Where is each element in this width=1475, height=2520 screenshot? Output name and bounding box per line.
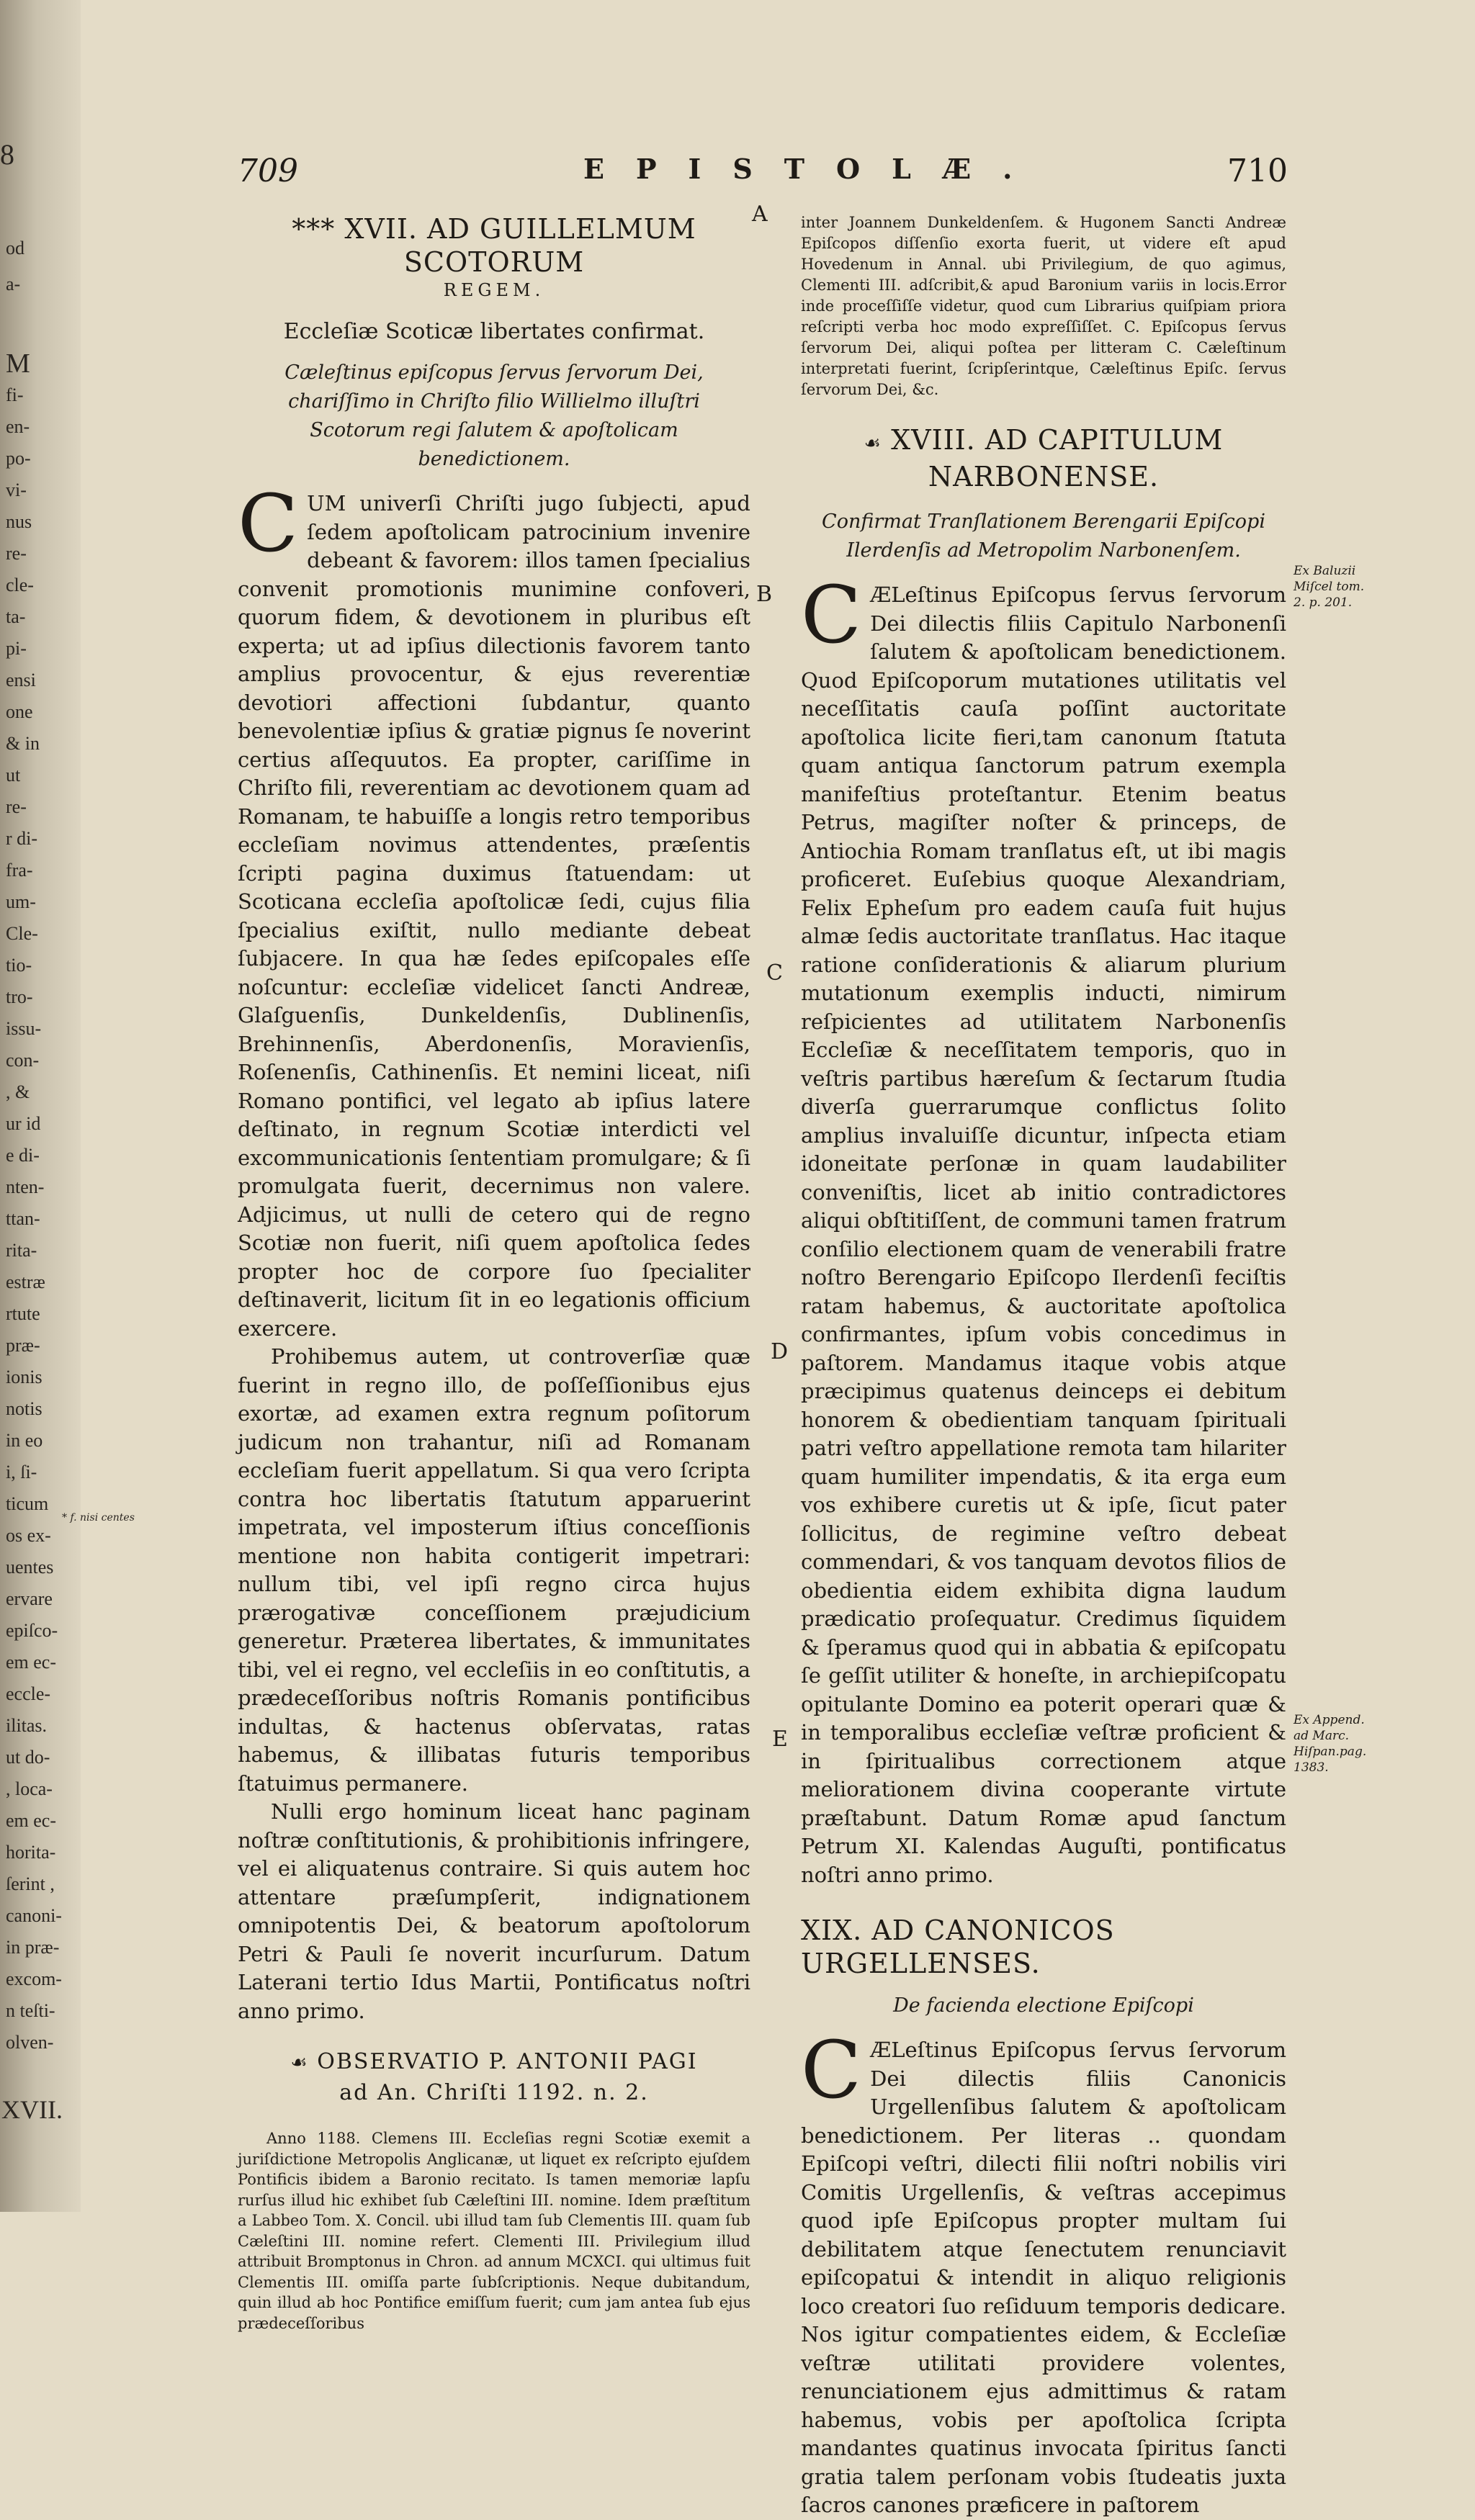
previous-page-fragment: in eo	[6, 1430, 43, 1451]
previous-page-fragment: od	[6, 238, 24, 258]
previous-page-signature: XVII.	[1, 2095, 63, 2124]
section-marker-e: E	[772, 1727, 788, 1752]
previous-page-fragment: pi-	[6, 638, 27, 659]
letter-xvii-para-1: UM univerſi Chriſti jugo ſubjecti, apud ſedem apoſtolicam patrocinium invenire debeant & favorem: illos tamen ſpecialius convenit promotionis munimine confoveri, quorum fidem, & devotionem in pluribus eſt experta; ut ad ipſius dilectionis favorem tanto amplius provocentur, & ejus reverentiæ devotiori affectioni ſubdantur, quanto benevolentiæ ipſius & gratiæ pignus ſe noverint certius aſſequutos. Ea propter, cariſſime in Chriſto fili, reverentiam ac devotionem quam ad Romanam, te habuiſſe a longis retro temporibus eccleſiam novimus attendentes, præſentis ſcripti pagina duximus ſtatuendam: ut Scoticana eccleſia apoſtolicæ ſedi, cujus filia ſpecialius exiſtit, nullo mediante debeat ſubjacere. In qua hæ ſedes epiſcopales eſſe noſcuntur: eccleſiæ videlicet ſancti Andreæ, Glaſguenſis, Dunkeldenſis, Dublinenſis, Brehinnenſis, Aberdonenſis, Moravienſis, Roſenenſis, Cathinenſis. Et nemini liceat, niſi Romano pontifici, vel legato ab ipſius latere deſtinato, in regnum Scotiæ interdicti vel excommunicationis ſententiam promulgare; & ſi promulgata fuerit, decernimus non valere. Adjicimus, ut nulli de cetero qui de regno Scotiæ non fuerit, niſi quem apoſtolica ſedes propter hoc de corpore ſuo ſpecialiter deſtinaverit, licitum ſit in eo legationis officium exercere.	[238, 491, 750, 1341]
previous-page-fragment: r di-	[6, 828, 38, 849]
previous-page-fragment: n teſti-	[6, 2000, 55, 2021]
section-marker-c: C	[766, 960, 783, 986]
letter-xvii-body	[238, 477, 750, 2025]
previous-page-fragment: en-	[6, 416, 30, 437]
observatio-note: Anno 1188. Clemens III. Eccleſias regni Scotiæ exemit a juriſdictione Metropolis Anglicanæ, ut liquet ex reſcripto ejuſdem Pontificis ibidem a Baronio recitato. Is tamen memoriæ lapſu rurſus illud hic exhibet ſub Cæleſtini III. nomine. Idem præſtitum a Labbeo Tom. X. Concil. ubi illud tam ſub Clementis III. quam ſub Cæleſtini III. nomine refert. Clementi III. Privilegium illud attribuit Bromptonus in Chron. ad annum MCXCI. qui ultimus fuit Clementis III. omiſſa parte ſubſcriptionis. Neque dubitandum, quin illud ab hoc Pontifice emiſſum fuerit; cum jam antea ſub ejus prædeceſſoribus	[238, 2130, 750, 2332]
continued-note: inter Joannem Dunkeldenſem. & Hugonem Sancti Andreæ Epiſcopos diſſenſio exorta fuerit, ut videre eſt apud Hovedenum in Annal. ubi Privilegium, de quo agimus, Clementi III. adſcribit,& apud Baronium variis in locis.Error inde proceſſiſſe videtur, quod cum Librarius quiſpiam priora reſcripti verba hoc modo expreſſiſſet. C. Epiſcopus ſervus ſervorum Dei, aliqui poſtea per litteram C. Cæleſtinum interpretati fuerint, ſcripſerintque, Cæleſtinus Epiſc. ſervus ſervorum Dei, &c.	[801, 214, 1286, 398]
previous-page-fragment: po-	[6, 448, 31, 469]
letter-xviii-summary: Confirmat Tranſlationem Berengarii Epiſcopi Ilerdenſis ad Metropolim Narbonenſem.	[822, 510, 1265, 562]
previous-page-fragment: ſerint ,	[6, 1873, 55, 1894]
previous-page-fragment: canoni-	[6, 1905, 62, 1926]
drop-cap: C	[801, 2024, 862, 2116]
right-column	[801, 212, 1286, 2520]
right-folio: 710	[1227, 153, 1288, 189]
previous-page-fragment: os ex-	[6, 1525, 51, 1546]
margin-note-xix: Ex Append. ad Marc. Hiſpan.pag. 1383.	[1294, 1713, 1367, 1775]
letter-xvii-para-2: Prohibemus autem, ut controverſiæ quæ fuerint in regno illo, de poſſeſſionibus ejus exortæ, ad examen extra regnum poſitorum judicum non trahantur, niſi ad Romanam eccleſiam fuerit appellatum. Si qua vero ſcripta contra hoc libertatis ſtatutum apparuerint impetrata, vel imposterum iſtius conceſſionis mentione non habita contigerit impetrari: nullum tibi, vel ipſi regno circa hujus prærogativæ conceſſionem præjudicium generetur. Præterea libertates, & immunitates tibi, vel ei regno, vel eccleſiis in eo conſtitutis, a prædeceſſoribus noſtris Romanis pontificibus indultas, & hactenus obſervatas, ratas habemus, & illibatas futuris temporibus ſtatuimus permanere.	[238, 1344, 750, 1796]
letter-xix-body	[801, 2024, 1286, 2520]
running-title: EPISTOLÆ.	[583, 153, 1044, 185]
previous-page-fragment: epiſco-	[6, 1620, 58, 1641]
previous-page-fragment: notis	[6, 1398, 42, 1419]
previous-page-fragment: Cle-	[6, 923, 38, 944]
previous-page-fragment: rita-	[6, 1240, 37, 1261]
previous-page-fragment: ut	[6, 765, 21, 786]
previous-page-fragment: a-	[6, 274, 21, 294]
previous-page-fragment: issu-	[6, 1018, 42, 1039]
fleuron-icon: ☙	[864, 433, 882, 454]
fleuron-icon: ☙	[290, 2052, 309, 2074]
previous-page-fragment: ilitas.	[6, 1715, 48, 1736]
previous-page-fragment: M	[6, 348, 30, 379]
previous-page-fragment: nten-	[6, 1176, 45, 1197]
previous-page-fragment: ensi	[6, 670, 36, 690]
drop-cap: C	[238, 477, 299, 570]
margin-note-xviii: Ex Baluzii Miſcel tom. 2. p. 201.	[1294, 564, 1365, 610]
previous-page-fragment: vi-	[6, 480, 27, 500]
previous-page-fragment: olven-	[6, 2032, 54, 2053]
letter-xix-heading: XIX. AD CANONICOS URGELLENSES.	[801, 1914, 1115, 1979]
previous-page-fragment: excom-	[6, 1968, 62, 1989]
letter-xviii-text: ÆLeſtinus Epiſcopus ſervus ſervorum Dei dilectis filiis Capitulo Narbonenſi ſalutem & apoſtolicam benedictionem. Quod Epiſcoporum mutationes utilitatis vel neceſſitatis cauſa poſſint auctoritate apoſtolica licite fieri,tam canonum ſtatuta quam antiqua ſanctorum patrum exempla manifeſtius proteſtantur. Etenim beatus Petrus, magiſter noſter & princeps, de Antiochia Romam tranſlatus eſt, ut ibi magis proficeret. Euſebius quoque Alexandriam, Felix Epheſum pro eadem cauſa fuit hujus almæ ſedis auctoritate tranſlatus. Hac itaque ratione conſiderationis & aliarum plurium mutationum exemplis inducti, nimirum reſpicientes ad utilitatem Narbonenſis Eccleſiæ & neceſſitatem temporis, quo in veſtris partibus hæreſum & ſectarum ſtudia diverſa guerrarumque conflictus ſolito amplius invaluiſſe dicuntur, inſpecta etiam idoneitate perſonæ in quam laudabiliter conveniſtis, licet ab initio contradictores aliqui obſtitiſſent, de communi tamen fratrum conſilio electionem quam de venerabili fratre noſtro Berengario Epiſcopo Ilerdenſi feciſtis ratam habemus, & auctoritate apoſtolica confirmantes, ipſum vobis concedimus in paſtorem. Mandamus itaque vobis atque præcipimus quatenus deinceps ei debitum honorem & obedientiam tanquam ſpirituali patri veſtro appellatione remota tam hilariter quam humiliter impendatis, & ita erga eum vos exhibere curetis ut & ipſe, ſicut pater ſollicitus, de regimine veſtro debeat commendari, & vos tanquam devotos filios de obedientia eidem exhibita digna laudum prædicatio proſequatur. Credimus ſiquidem & ſperamus quod qui in abbatia & epiſcopatu ſe geſſit utiliter & honeſte, in archiepiſcopatu opitulante Domino ea poterit operari quæ & in temporalibus eccleſiæ veſtræ proficient & in ſpiritualibus correctionem atque meliorationem divina cooperante virtute præſtabunt. Datum Romæ apud ſanctum Petrum XI. Kalendas Auguſti, pontificatus noſtri anno primo.	[801, 582, 1286, 1887]
previous-page-fragment: ticum	[6, 1493, 49, 1514]
section-marker-d: D	[771, 1339, 789, 1364]
previous-page-fragment: con-	[6, 1050, 40, 1071]
previous-page-fragment: , loca-	[6, 1778, 53, 1799]
previous-page-fragment: em ec-	[6, 1652, 57, 1673]
section-marker-b: B	[756, 582, 773, 607]
previous-page-fragment: re-	[6, 543, 27, 564]
letter-xviii-body	[801, 569, 1286, 1889]
left-folio: 709	[238, 153, 298, 189]
letter-xvii-heading: *** XVII. AD GUILLELMUM SCOTORUM	[292, 213, 696, 278]
previous-page-fragment: fra-	[6, 860, 33, 881]
running-head	[238, 153, 1288, 196]
previous-page-fragment: ionis	[6, 1367, 42, 1387]
previous-page-fragment: em ec-	[6, 1810, 57, 1831]
letter-xvii-address: Cæleſtinus epiſcopus ſervus ſervorum Dei, chariſſimo in Chriſto filio Willielmo illuſtri Scotorum regi ſalutem & apoſtolicam benedictionem.	[284, 361, 704, 470]
previous-page-fragment: e di-	[6, 1145, 40, 1166]
letter-xvii-heading-2: REGEM.	[443, 280, 545, 300]
previous-page-fragment: estræ	[6, 1272, 45, 1292]
previous-page-fragment: horita-	[6, 1842, 56, 1863]
previous-page-fragment: one	[6, 701, 33, 722]
previous-page-fragment: fi-	[6, 384, 24, 405]
previous-page-fragment: ur id	[6, 1113, 41, 1134]
letter-xvii-summary: Eccleſiæ Scoticæ libertates confirmat.	[283, 319, 705, 344]
previous-page-fragment: re-	[6, 796, 27, 817]
previous-page-fragment: tro-	[6, 986, 33, 1007]
previous-page-margin-note: * f. nisi centes	[62, 1512, 135, 1524]
observatio-subheading: ad An. Chriſti 1192. n. 2.	[339, 2080, 649, 2105]
previous-page-fragment: ut do-	[6, 1747, 50, 1768]
previous-page-number: 8	[0, 138, 14, 171]
previous-page-fragment: , &	[6, 1081, 30, 1102]
left-column	[238, 212, 750, 2334]
previous-page-fragment: ta-	[6, 606, 26, 627]
previous-page-fragment: & in	[6, 733, 40, 754]
previous-page-fragment: i, ſi-	[6, 1462, 37, 1482]
previous-page-fragment: in præ-	[6, 1937, 60, 1958]
observatio-heading: ☙ OBSERVATIO P. ANTONII PAGI ad An. Chriſti 1192. n. 2.	[290, 2049, 698, 2105]
previous-page-fragment: tio-	[6, 955, 32, 976]
previous-page-fragment: cle-	[6, 575, 34, 595]
previous-page-edge	[0, 0, 71, 2212]
letter-xix-text: ÆLeſtinus Epiſcopus ſervus ſervorum Dei dilectis filiis Canonicis Urgellenſibus ſalutem & apoſtolicam benedictionem. Per literas .. quondam Epiſcopi veſtri, dilecti filii noſtri nobilis viri Comitis Urgellenſis, & veſtras accepimus quod ipſe Epiſcopus propter multam ſui debilitatem atque ſenectutem renunciavit epiſcopatui & intendit in aliquo religionis loco creatori ſuo reſiduum temporis dedicare. Nos igitur compatientes eidem, & Eccleſiæ veſtræ utilitati providere volentes, renunciationem ejus admittimus & ratam habemus, vobis per apoſtolica ſcripta mandantes quatinus invocata ſpiritus ſancti gratia talem perſonam vobis ſtudeatis juxta ſacros canones præficere in paſtorem	[801, 2038, 1286, 2517]
section-marker-a: A	[752, 202, 768, 227]
previous-page-fragment: uentes	[6, 1557, 54, 1578]
previous-page-fragment: eccle-	[6, 1683, 51, 1704]
drop-cap: C	[801, 569, 862, 661]
previous-page-fragment: præ-	[6, 1335, 40, 1356]
previous-page-fragment: rtute	[6, 1303, 40, 1324]
previous-page-fragment: um-	[6, 891, 36, 912]
letter-xix-summary: De facienda electione Epiſcopi	[893, 1994, 1194, 2017]
letter-xviii-heading: ☙ XVIII. AD CAPITULUM NARBONENSE.	[864, 424, 1224, 492]
letter-xvii-para-3: Nulli ergo hominum liceat hanc paginam noſtræ conſtitutionis, & prohibitionis infringere, vel ei aliquatenus contraire. Si quis autem hoc attentare præſumpſerit, indignationem omnipotentis Dei, & beatorum apoſtolorum Petri & Pauli ſe noverit incurſurum. Datum Laterani tertio Idus Martii, Pontificatus noſtri anno primo.	[238, 1799, 750, 2023]
previous-page-fragment: ttan-	[6, 1208, 40, 1229]
previous-page-fragment: ervare	[6, 1588, 53, 1609]
previous-page-fragment: nus	[6, 511, 32, 532]
